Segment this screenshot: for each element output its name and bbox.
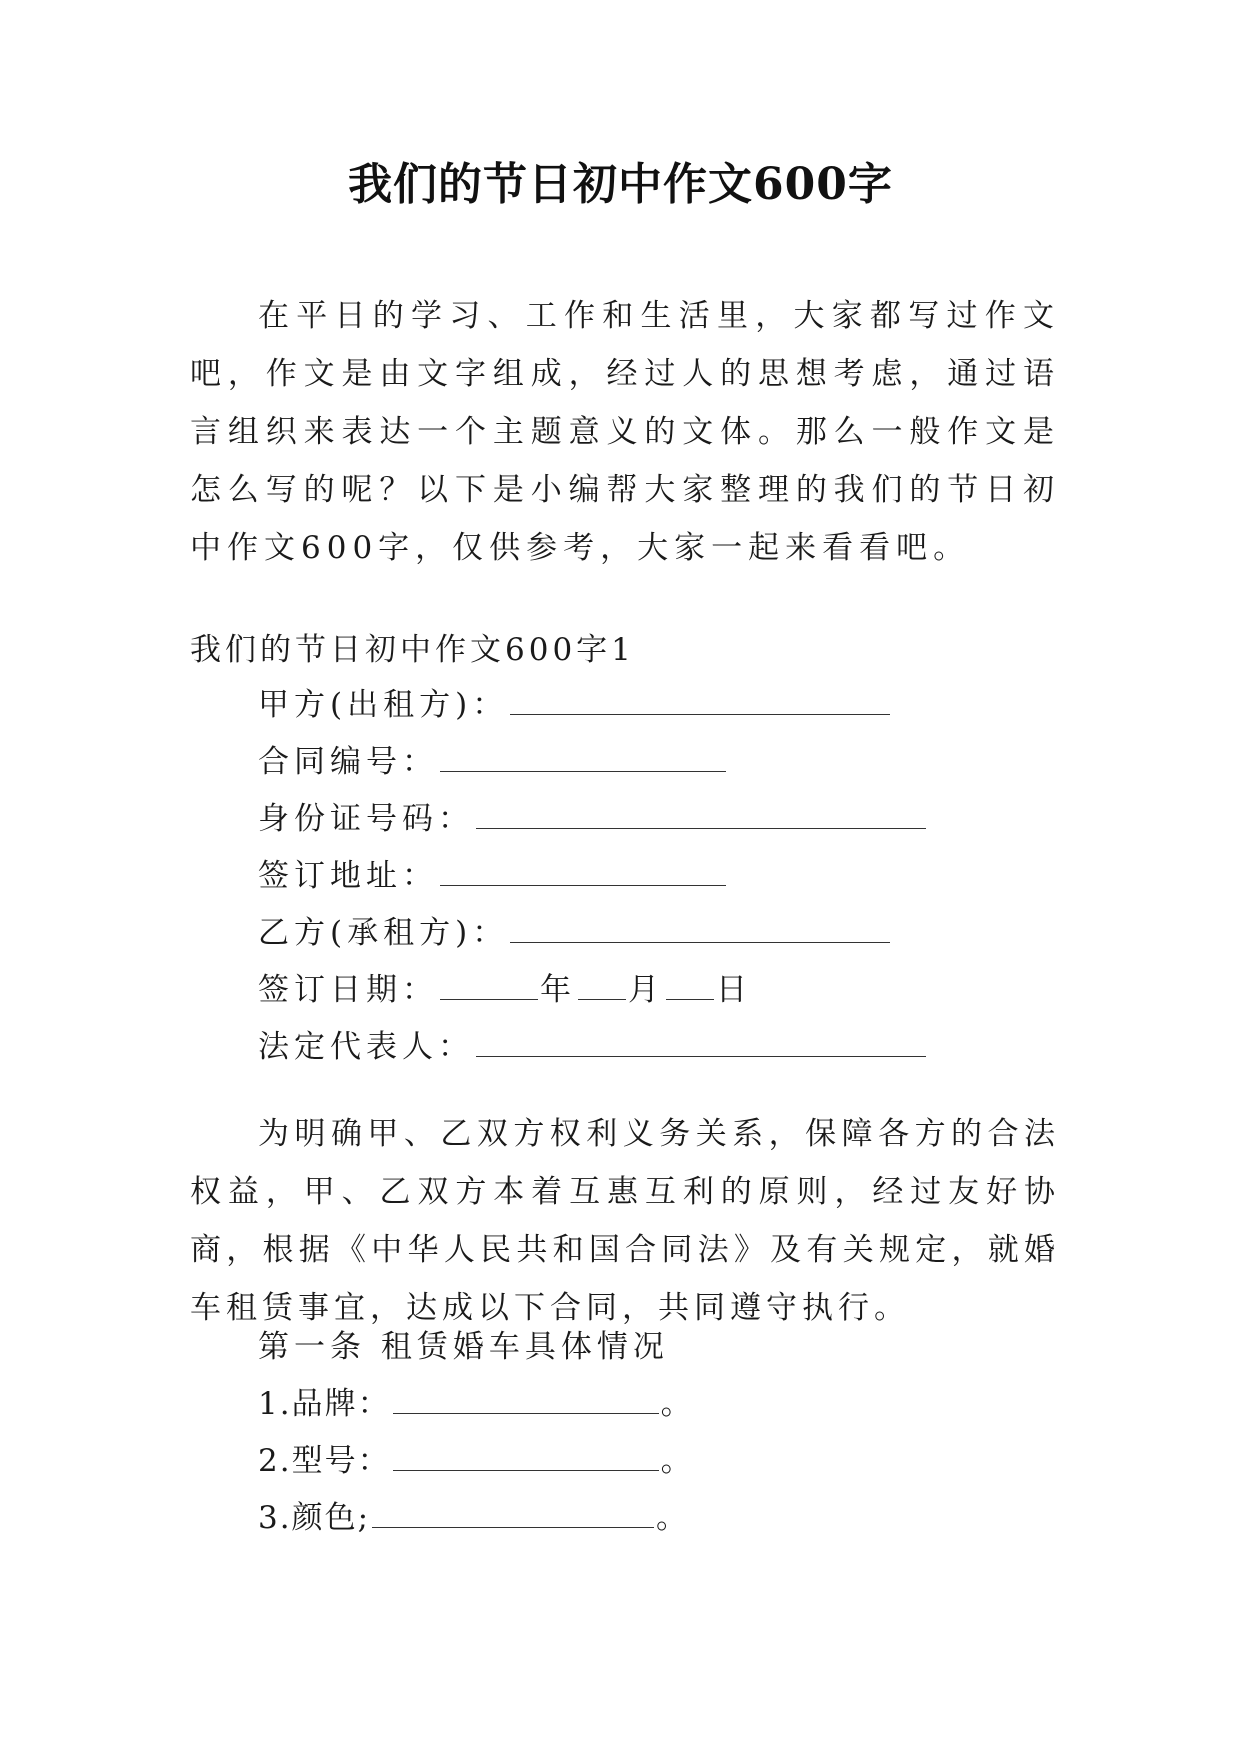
brand-blank	[393, 1383, 659, 1414]
field-contract-no	[258, 740, 728, 784]
item-brand	[258, 1382, 694, 1426]
day-label: 日	[716, 972, 752, 1008]
item-model-label: 2.型号：	[258, 1443, 391, 1479]
year-label: 年	[540, 972, 576, 1008]
body-paragraph: 为明确甲、乙双方权利义务关系，保障各方的合法权益，甲、乙双方本着互惠互利的原则，经过友好协商，根据《中华人民共和国合同法》及有关规定，就婚车租赁事宜，达成以下合同，共同遵守执行。	[190, 1116, 1060, 1326]
field-sign-date	[258, 968, 752, 1012]
item-brand-label: 1.品牌：	[258, 1386, 391, 1422]
legal-rep-blank	[476, 1026, 926, 1057]
party-b-blank	[510, 912, 890, 943]
field-sign-address	[258, 854, 728, 898]
field-sign-address-label: 签订地址：	[258, 858, 438, 894]
item-color-end: 。	[656, 1500, 690, 1536]
id-no-blank	[476, 798, 926, 829]
year-blank	[440, 969, 538, 1000]
intro-paragraph: 在平日的学习、工作和生活里，大家都写过作文吧，作文是由文字组成，经过人的思想考虑，通过语言组织来表达一个主题意义的文体。那么一般作文是怎么写的呢？以下是小编帮大家整理的我们的节日初中作文600字，仅供参考，大家一起来看看吧。	[190, 298, 1060, 566]
contract-no-blank	[440, 741, 726, 772]
item-brand-end: 。	[660, 1386, 694, 1422]
field-id-no	[258, 797, 928, 841]
month-label: 月	[628, 972, 664, 1008]
day-blank	[666, 969, 714, 1000]
sign-address-blank	[440, 855, 726, 886]
item-model-end: 。	[660, 1443, 694, 1479]
color-blank	[372, 1497, 654, 1528]
field-party-a-label: 甲方(出租方)：	[258, 687, 509, 723]
field-contract-no-label: 合同编号：	[258, 744, 438, 780]
field-legal-rep	[258, 1025, 928, 1069]
party-a-blank	[510, 684, 890, 715]
model-blank	[393, 1440, 659, 1471]
item-color	[258, 1496, 689, 1540]
month-blank	[578, 969, 626, 1000]
field-party-a	[258, 683, 892, 727]
field-legal-rep-label: 法定代表人：	[258, 1029, 474, 1065]
document-title: 我们的节日初中作文600字	[348, 159, 893, 210]
field-party-b-label: 乙方(承租方)：	[258, 915, 509, 951]
field-party-b	[258, 911, 892, 955]
section-heading: 我们的节日初中作文600字1	[190, 632, 635, 668]
field-id-no-label: 身份证号码：	[258, 801, 474, 837]
article-one-heading: 第一条 租赁婚车具体情况	[258, 1329, 669, 1365]
item-model	[258, 1439, 694, 1483]
item-color-label: 3.颜色;	[258, 1500, 371, 1536]
field-sign-date-label: 签订日期：	[258, 972, 438, 1008]
